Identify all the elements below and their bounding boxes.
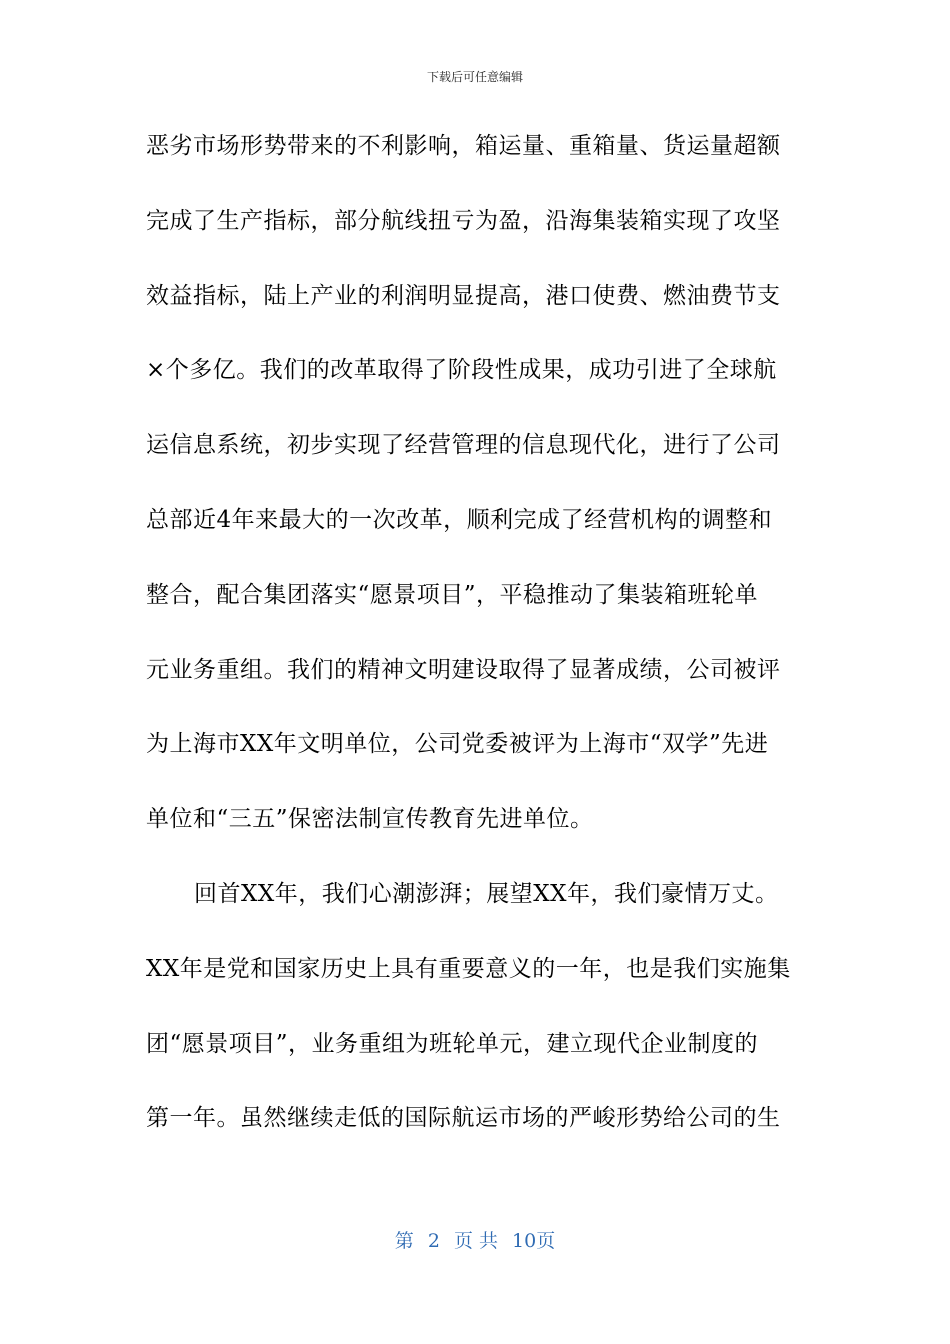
text-line: 团“愿景项目”，业务重组为班轮单元，建立现代企业制度的 (146, 1030, 759, 1057)
text-line: 整合，配合集团落实“愿景项目”，平稳推动了集装箱班轮单 (146, 581, 759, 608)
text-line: 恶劣市场形势带来的不利影响，箱运量、重箱量、货运量超额 (146, 133, 781, 159)
footer-page-label: 第 (394, 1230, 414, 1252)
text-line: 总部近4年来最大的一次改革，顺利完成了经营机构的调整和 (146, 506, 773, 533)
footer-total-pages: 10页 (512, 1230, 556, 1252)
text-line: 完成了生产指标，部分航线扭亏为盈，沿海集装箱实现了攻坚 (146, 207, 781, 234)
page-footer (0, 1226, 950, 1253)
text-line: 效益指标，陆上产业的利润明显提高，港口使费、燃油费节支 (146, 282, 781, 309)
body-text (146, 124, 806, 1171)
text-line: 第一年。虽然继续走低的国际航运市场的严峻形势给公司的生 (146, 1105, 781, 1132)
text-line: ×个多亿。我们的改革取得了阶段性成果，成功引进了全球航 (146, 357, 777, 384)
text-line: XX年是党和国家历史上具有重要意义的一年，也是我们实施集 (146, 955, 791, 982)
footer-of-label: 页 共 (453, 1230, 498, 1252)
footer-current-page: 2 (427, 1230, 440, 1252)
text-line: 为上海市XX年文明单位，公司党委被评为上海市“双学”先进 (146, 731, 769, 758)
text-line: 元业务重组。我们的精神文明建设取得了显著成绩，公司被评 (146, 656, 781, 683)
page-header: 下载后可任意编辑 (426, 70, 523, 84)
text-line: 单位和“三五”保密法制宣传教育先进单位。 (146, 806, 594, 833)
text-line: 回首XX年，我们心潮澎湃；展望XX年，我们豪情万丈。 (194, 880, 779, 907)
text-line: 运信息系统，初步实现了经营管理的信息现代化，进行了公司 (146, 432, 781, 459)
